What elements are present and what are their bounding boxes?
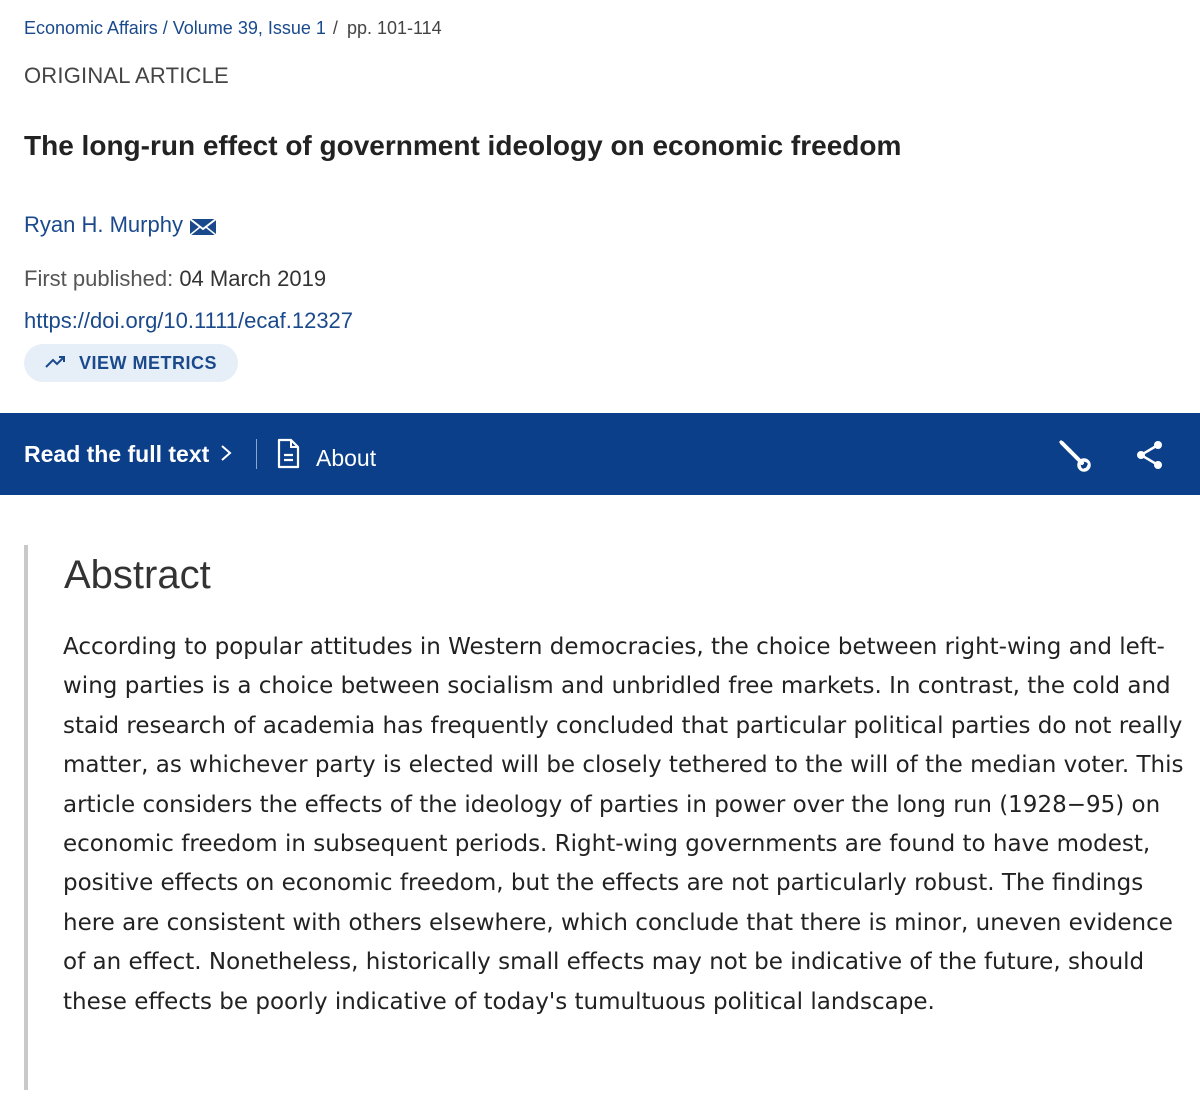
published-date: 04 March 2019 [179, 266, 327, 291]
doi-link[interactable]: https://doi.org/10.1111/ecaf.12327 [24, 308, 354, 333]
about-button[interactable] [274, 438, 376, 478]
chevron-right-icon [219, 438, 233, 470]
view-metrics-button[interactable] [24, 344, 238, 382]
envelope-icon[interactable] [189, 215, 217, 235]
view-metrics-label: VIEW METRICS [78, 352, 217, 373]
about-label: About [316, 445, 377, 471]
author-link[interactable]: Ryan H. Murphy [24, 212, 183, 237]
author-row [24, 210, 217, 240]
article-title: The long-run effect of government ideology on economic freedom [24, 130, 902, 161]
breadcrumb-pages: pp. 101-114 [346, 18, 442, 38]
abstract-text: According to popular attitudes in Western democracies, the choice between right-wing and left-wing parties is a choice between socialism and unbridled free markets. In contrast, the cold and staid research of academia has frequently concluded that particular political parties do not really matter, as whichever party is elected will be closely tethered to the will of the median voter. This article considers the effects of the ideology of parties in power over the long run (1928−95) on economic freedom in subsequent periods. Right-wing governments are found to have modest, positive effects on economic freedom, but the effects are not particularly robust. The findings here are consistent with others elsewhere, which conclude that there is minor, uneven evidence of an effect. Nonetheless, historically small effects may not be indicative of the future, should these effects be poorly indicative of today's tumultuous political landscape. [63, 634, 1184, 1015]
document-icon [274, 438, 302, 478]
abstract-heading: Abstract [64, 553, 211, 597]
published-label: First published: [24, 266, 174, 291]
breadcrumb [24, 16, 442, 40]
read-full-text-label: Read the full text [24, 441, 210, 467]
publication-date [24, 264, 326, 294]
wrench-icon[interactable] [1056, 437, 1092, 473]
read-full-text-button[interactable] [24, 438, 233, 470]
abstract-section [24, 545, 1184, 1090]
article-toolbar [0, 413, 1200, 495]
share-icon[interactable] [1134, 439, 1166, 471]
breadcrumb-separator: / [332, 18, 338, 38]
trending-up-icon [45, 353, 67, 374]
toolbar-divider [256, 439, 257, 469]
breadcrumb-separator: / [162, 18, 168, 38]
breadcrumb-volume-link[interactable]: Volume 39, Issue 1 [172, 18, 326, 38]
article-type-label: ORIGINAL ARTICLE [24, 63, 229, 88]
breadcrumb-journal-link[interactable]: Economic Affairs [24, 18, 158, 38]
